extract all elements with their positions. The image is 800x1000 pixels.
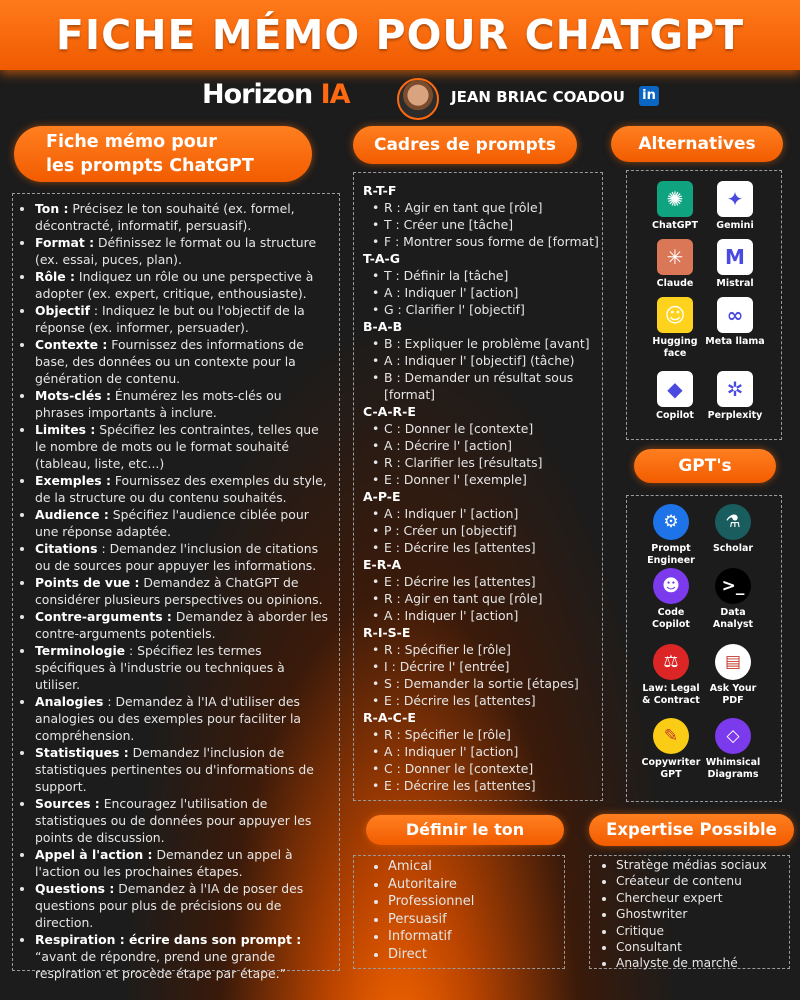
tip-item [35, 540, 331, 574]
tip-term: Exemples : [35, 473, 111, 488]
gpts-title: GPT's [678, 456, 732, 476]
frame-item: • E : Décrire les [attentes] [376, 777, 602, 794]
tone-item: • Professionnel [388, 893, 564, 911]
tone-item: • Autoritaire [388, 876, 564, 894]
tip-text: Énumérez les mots-clés ou phrases importants à inclure. [35, 388, 282, 420]
frame-item: • E : Décrire les [attentes] [376, 539, 602, 556]
expertise-item: • Créateur de contenu [616, 873, 789, 889]
claude-icon: ✳ [657, 239, 693, 275]
alternatives-title-pill [611, 126, 783, 162]
alternative-label: Gemini [716, 220, 754, 231]
frame-item: • R : Clarifier les [résultats] [376, 454, 602, 471]
alternative-app[interactable] [705, 181, 765, 232]
gpt-label: Law: Legal & Contract [642, 683, 700, 706]
prompt-engineer-icon: ⚙ [653, 504, 689, 540]
tip-term: Ton : [35, 201, 69, 216]
frame-item: • T : Définir la [tâche] [376, 267, 602, 284]
tip-term: Format : [35, 235, 95, 250]
tip-term: Limites : [35, 422, 96, 437]
tip-term: Contexte : [35, 337, 108, 352]
copywriter-icon: ✎ [653, 718, 689, 754]
frame-item: • F : Montrer sous forme de [format] [376, 233, 602, 250]
gemini-icon: ✦ [717, 181, 753, 217]
ton-title-pill [366, 815, 564, 845]
frame-item: • A : Décrire l' [action] [376, 437, 602, 454]
expertise-list [590, 857, 789, 972]
tip-text: Fournissez des exemples du style, de la structure ou du contenu souhaités. [35, 473, 327, 505]
gpt-app[interactable] [701, 718, 765, 781]
alternative-label: Meta llama [705, 336, 765, 347]
tip-text: : Demandez à l'IA d'utiliser des analogies ou des exemples pour faciliter la compréhension. [35, 694, 301, 743]
tip-item [35, 506, 331, 540]
left-title-pill [14, 126, 312, 182]
alternative-app[interactable] [705, 239, 765, 290]
frames-box [353, 172, 603, 801]
author-name: JEAN BRIAC COADOU [451, 88, 625, 106]
gpts-grid [627, 496, 783, 803]
tip-item [35, 302, 331, 336]
tone-item: • Direct [388, 946, 564, 964]
brand-suffix: IA [320, 79, 350, 110]
expertise-item: • Stratège médias sociaux [616, 857, 789, 873]
frame-item: • S : Demander la sortie [étapes] [376, 675, 602, 692]
tone-item: • Amical [388, 858, 564, 876]
expertise-item: • Ghostwriter [616, 906, 789, 922]
alternative-label: ChatGPT [652, 220, 698, 231]
tip-term: Appel à l'action : [35, 847, 153, 862]
tip-term: Citations [35, 541, 98, 556]
frame-item: • C : Donner le [contexte] [376, 420, 602, 437]
alternatives-box [626, 170, 782, 440]
alternative-label: Mistral [716, 278, 754, 289]
expertise-title-pill [589, 814, 794, 846]
tip-item [35, 200, 331, 234]
alternative-app[interactable] [705, 297, 765, 348]
gpts-box [626, 495, 782, 802]
left-title-line-2: les prompts ChatGPT [46, 156, 254, 176]
gpt-label: Ask Your PDF [709, 683, 757, 706]
frame-name: B-A-B [363, 319, 403, 334]
scholar-icon: ⚗ [715, 504, 751, 540]
frames-title-pill [353, 126, 577, 164]
gpt-app[interactable] [639, 568, 703, 631]
tip-term: Statistiques : [35, 745, 129, 760]
tip-text: Demandez à ChatGPT de considérer plusieurs perspectives ou opinions. [35, 575, 323, 607]
tip-term: Mots-clés : [35, 388, 111, 403]
tip-term: Objectif [35, 303, 90, 318]
gpt-label: Code Copilot [652, 607, 690, 630]
gpt-app[interactable] [701, 504, 765, 555]
perplexity-icon: ✲ [717, 371, 753, 407]
gpt-label: Copywriter GPT [641, 757, 701, 780]
left-title-line-1: Fiche mémo pour [46, 132, 217, 152]
gpt-app[interactable] [701, 644, 765, 707]
tone-item: • Persuasif [388, 911, 564, 929]
tip-term: Terminologie [35, 643, 126, 658]
tip-item [35, 795, 331, 846]
tip-text: : Indiquez le but ou l'objectif de la réponse (ex. informer, persuader). [35, 303, 305, 335]
data-analyst-icon: >_ [715, 568, 751, 604]
frame-name: R-T-F [363, 183, 397, 198]
frame-item: • C : Donner le [contexte] [376, 760, 602, 777]
tip-text: Demandez à l'IA de poser des questions pour plus de précisions ou de direction. [35, 881, 304, 930]
tip-text: : Spécifiez les termes spécifiques à l'industrie ou techniques à utiliser. [35, 643, 285, 692]
expertise-item: • Critique [616, 923, 789, 939]
tip-term: Questions : [35, 881, 115, 896]
gpt-app[interactable] [639, 504, 703, 567]
hugging-face-icon: ☺ [657, 297, 693, 333]
tip-text: Spécifiez l'audience ciblée pour une réponse adaptée. [35, 507, 309, 539]
ton-title: Définir le ton [405, 820, 525, 839]
brand-row [0, 76, 800, 116]
avatar [397, 78, 439, 120]
tip-item [35, 421, 331, 472]
gpt-label: Data Analyst [712, 607, 754, 630]
tips-list [13, 200, 339, 982]
alternative-label: Copilot [656, 410, 694, 421]
gpt-label: Prompt Engineer [647, 543, 695, 566]
frame-item: • R : Spécifier le [rôle] [376, 641, 602, 658]
frame-item: • R : Spécifier le [rôle] [376, 726, 602, 743]
tip-text: Définissez le format ou la structure (ex. essai, puces, plan). [35, 235, 317, 267]
chatgpt-icon: ✺ [657, 181, 693, 217]
header-banner [0, 0, 800, 70]
alternative-app[interactable] [645, 371, 705, 422]
frame-item: • E : Décrire les [attentes] [376, 573, 602, 590]
tip-term: Respiration : écrire dans son prompt : [35, 932, 302, 947]
tip-item [35, 268, 331, 302]
frame-item: • E : Décrire les [attentes] [376, 692, 602, 709]
meta-icon: ∞ [717, 297, 753, 333]
copilot-icon: ◆ [657, 371, 693, 407]
tip-term: Analogies [35, 694, 104, 709]
tip-term: Audience : [35, 507, 109, 522]
gpts-title-pill [634, 449, 776, 483]
tip-text: Encouragez l'utilisation de statistiques ou de données pour appuyer les points de discussion. [35, 796, 312, 845]
tip-item [35, 234, 331, 268]
frame-item: • A : Indiquer l' [objectif] (tâche) [376, 352, 602, 369]
tip-term: Sources : [35, 796, 100, 811]
tip-text: Spécifiez les contraintes, telles que le nombre de mots ou le format souhaité (tableau, liste, etc...) [35, 422, 319, 471]
frame-item: • T : Créer une [tâche] [376, 216, 602, 233]
pdf-icon: ▤ [715, 644, 751, 680]
alternative-app[interactable] [645, 297, 705, 360]
expertise-title: Expertise Possible [606, 820, 777, 839]
frame-item: • I : Décrire l' [entrée] [376, 658, 602, 675]
frame-name: C-A-R-E [363, 404, 416, 419]
alternative-label: Hugging face [652, 336, 698, 359]
frame-item: • G : Clarifier l' [objectif] [376, 301, 602, 318]
frame-item: • R : Agir en tant que [rôle] [376, 199, 602, 216]
tip-text: Précisez le ton souhaité (ex. formel, décontracté, informatif, persuasif). [35, 201, 295, 233]
alternative-label: Perplexity [707, 410, 763, 421]
frame-item: • A : Indiquer l' [action] [376, 607, 602, 624]
tip-item [35, 608, 331, 642]
frames-list [354, 182, 602, 794]
tip-item [35, 574, 331, 608]
alternative-app[interactable] [705, 371, 765, 422]
tip-term: Rôle : [35, 269, 75, 284]
expertise-item: • Chercheur expert [616, 890, 789, 906]
linkedin-icon[interactable]: in [639, 86, 659, 106]
ton-box [353, 855, 565, 969]
gpt-label: Whimsical Diagrams [705, 757, 761, 780]
law-icon: ⚖ [653, 644, 689, 680]
alternative-app[interactable] [645, 181, 705, 232]
frame-item: • P : Créer un [objectif] [376, 522, 602, 539]
tip-text: “avant de répondre, prend une grande respiration et procède étape par étape.” [35, 949, 287, 981]
frame-item: • B : Demander un résultat sous [format] [376, 369, 602, 403]
expertise-item: • Analyste de marché [616, 955, 789, 971]
frame-item: • B : Expliquer le problème [avant] [376, 335, 602, 352]
tip-text: Demandez à aborder les contre-arguments potentiels. [35, 609, 328, 641]
alternative-label: Claude [656, 278, 694, 289]
frame-name: A-P-E [363, 489, 401, 504]
expertise-item: • Consultant [616, 939, 789, 955]
tip-term: Contre-arguments : [35, 609, 172, 624]
frame-item: • A : Indiquer l' [action] [376, 743, 602, 760]
frame-item: • A : Indiquer l' [action] [376, 505, 602, 522]
gpt-app[interactable] [701, 568, 765, 631]
tip-text: : Demandez l'inclusion de citations ou de sources pour appuyer les informations. [35, 541, 319, 573]
expertise-box [589, 855, 790, 969]
frame-name: R-A-C-E [363, 710, 416, 725]
gpt-app[interactable] [639, 644, 703, 707]
tone-item: • Informatif [388, 928, 564, 946]
tip-term: Points de vue : [35, 575, 140, 590]
tip-item [35, 472, 331, 506]
page-title: FICHE MÉMO POUR CHATGPT [55, 11, 745, 59]
mistral-icon: M [717, 239, 753, 275]
tip-item [35, 931, 331, 982]
frame-name: T-A-G [363, 251, 400, 266]
tip-text: Fournissez des informations de base, des données ou un contexte pour la génération de contenu. [35, 337, 304, 386]
frames-title: Cadres de prompts [373, 135, 557, 155]
tip-item [35, 693, 331, 744]
gpt-app[interactable] [639, 718, 703, 781]
tip-item [35, 744, 331, 795]
frame-name: R-I-S-E [363, 625, 411, 640]
brand-logo [202, 76, 350, 114]
tip-item [35, 846, 331, 880]
alternatives-title: Alternatives [638, 134, 756, 154]
brand-name: Horizon [202, 79, 313, 110]
tip-item [35, 336, 331, 387]
frame-item: • R : Agir en tant que [rôle] [376, 590, 602, 607]
frame-item: • A : Indiquer l' [action] [376, 284, 602, 301]
whimsical-icon: ◇ [715, 718, 751, 754]
tip-text: Demandez un appel à l'action ou les prochaines étapes. [35, 847, 293, 879]
tip-item [35, 642, 331, 693]
alternative-app[interactable] [645, 239, 705, 290]
gpt-label: Scholar [712, 543, 754, 554]
alternatives-grid [627, 171, 783, 441]
frame-name: E-R-A [363, 557, 402, 572]
tip-item [35, 880, 331, 931]
tip-text: Indiquez un rôle ou une perspective à adopter (ex. expert, critique, enthousiaste). [35, 269, 314, 301]
ton-list [354, 858, 564, 963]
tip-item [35, 387, 331, 421]
tips-box [12, 193, 340, 981]
code-copilot-icon: ☻ [653, 568, 689, 604]
tip-text: Demandez l'inclusion de statistiques pertinentes ou d'informations de support. [35, 745, 314, 794]
frame-item: • E : Donner l' [exemple] [376, 471, 602, 488]
